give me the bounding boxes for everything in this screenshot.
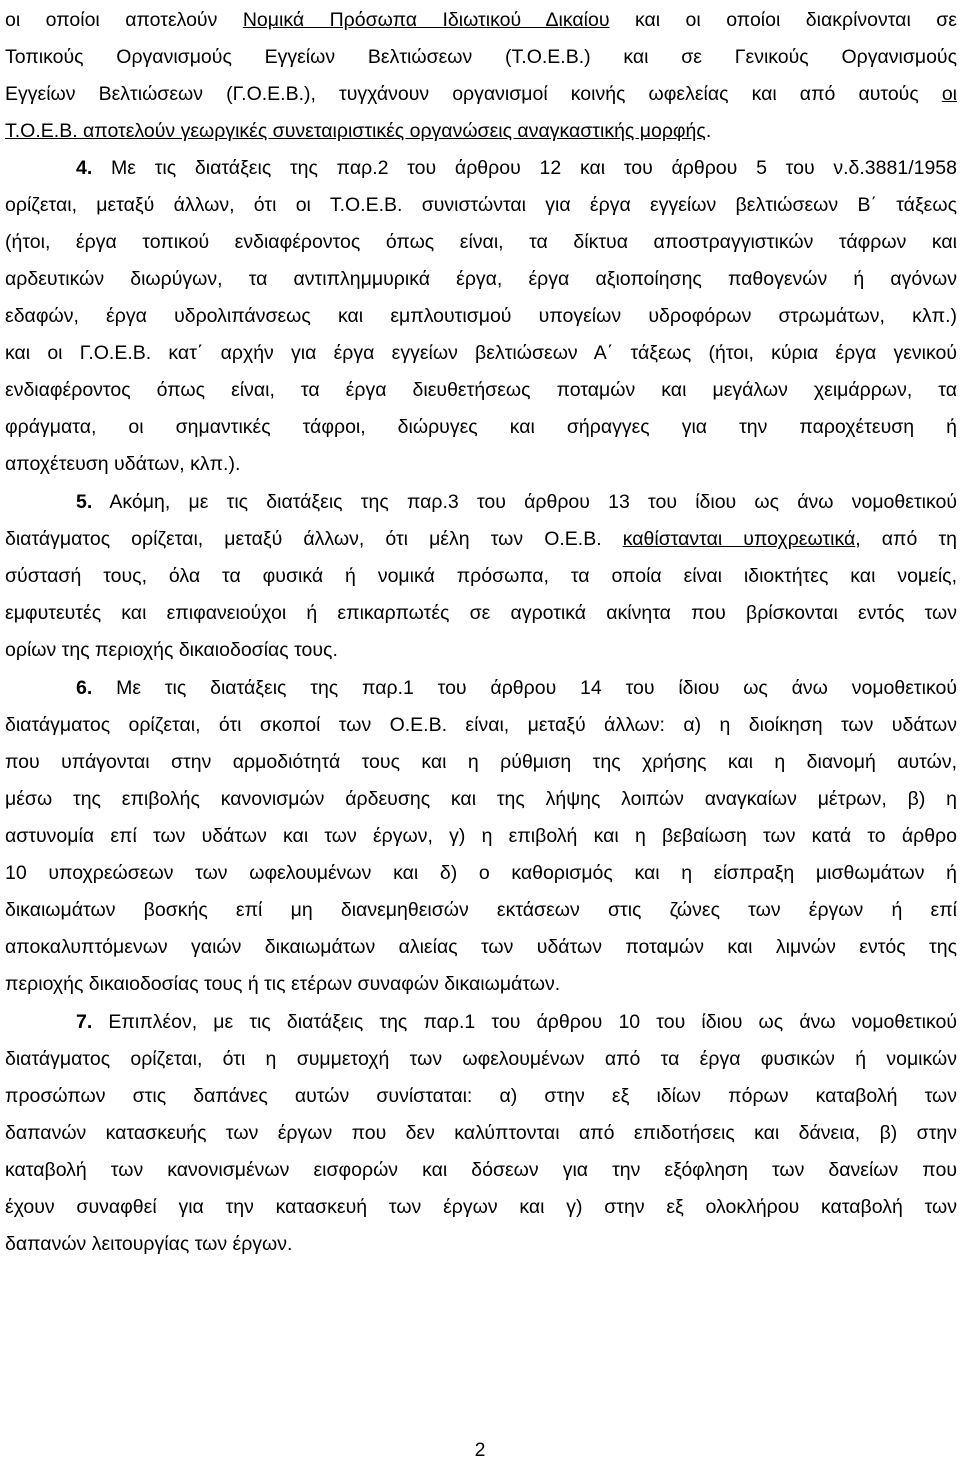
text-line: σύστασή τους, όλα τα φυσικά ή νομικά πρόσωπα, τα οποία είναι ιδιοκτήτες και νομείς,: [5, 565, 957, 587]
page-number: 2: [474, 1439, 486, 1461]
text-line: αστυνομία επί των υδάτων και των έργων, γ) η επιβολή και η βεβαίωση των κατά το άρθρο: [5, 825, 957, 847]
text-line: Εγγείων Βελτιώσεων (Γ.Ο.Ε.Β.), τυγχάνουν οργανισμοί κοινής ωφελείας και από αυτούς οι: [5, 83, 957, 105]
text-line: δαπανών κατασκευής των έργων που δεν καλύπτονται από επιδοτήσεις και δάνεια, β) στην: [5, 1122, 957, 1144]
text-line: φράγματα, οι σημαντικές τάφροι, διώρυγες και σήραγγες για την παροχέτευση ή: [5, 416, 957, 438]
text-line: αποχέτευση υδάτων, κλπ.).: [5, 453, 241, 475]
paragraph-number: 4.: [76, 157, 93, 179]
text-line: ορίζεται, μεταξύ άλλων, ότι οι Τ.Ο.Ε.Β. συνιστώνται για έργα εγγείων βελτιώσεων Β΄ τάξεως: [5, 194, 957, 216]
text-line: Τοπικούς Οργανισμούς Εγγείων Βελτιώσεων (Τ.Ο.Ε.Β.) και σε Γενικούς Οργανισμούς: [5, 46, 957, 68]
paragraph-number: 5.: [76, 491, 93, 513]
text-line: που υπάγονται στην αρμοδιότητά τους και η ρύθμιση της χρήσης και η διανομή αυτών,: [5, 751, 957, 773]
text-line: 10 υποχρεώσεων των ωφελουμένων και δ) ο καθορισμός και η είσπραξη μισθωμάτων ή: [5, 862, 957, 884]
text-line: διατάγματος ορίζεται, ότι σκοποί των Ο.Ε.Β. είναι, μεταξύ άλλων: α) η διοίκηση των υδάτων: [5, 714, 957, 736]
text-line: έχουν συναφθεί για την κατασκευή των έργων και γ) στην εξ ολοκλήρου καταβολή των: [5, 1196, 957, 1218]
text-line: αρδευτικών διωρύγων, τα αντιπλημμυρικά έργα, έργα αξιοποίησης παθογενών ή αγόνων: [5, 268, 957, 290]
paragraph-6-first-line: 6. Με τις διατάξεις της παρ.1 του άρθρου 14 του ίδιου ως άνω νομοθετικού: [76, 677, 957, 699]
text-line: οι οποίοι αποτελούν Νομικά Πρόσωπα Ιδιωτικού Δικαίου και οι οποίοι διακρίνονται σε: [5, 9, 957, 31]
text-line: ενδιαφέροντος όπως είναι, τα έργα διευθετήσεως ποταμών και μεγάλων χειμάρρων, τα: [5, 379, 957, 401]
text-line: μέσω της επιβολής κανονισμών άρδευσης και της λήψης λοιπών αναγκαίων μέτρων, β) η: [5, 788, 957, 810]
text-line: Τ.Ο.Ε.Β. αποτελούν γεωργικές συνεταιριστικές οργανώσεις αναγκαστικής μορφής.: [5, 120, 712, 142]
text-line: εμφυτευτές και επιφανειούχοι ή επικαρπωτές σε αγροτικά ακίνητα που βρίσκονται εντός των: [5, 602, 957, 624]
text-line: καταβολή των κανονισμένων εισφορών και δόσεων για την εξόφληση των δανείων που: [5, 1159, 957, 1181]
text-line: προσώπων στις δαπάνες αυτών συνίσταται: α) στην εξ ιδίων πόρων καταβολή των: [5, 1085, 957, 1107]
text-line: εδαφών, έργα υδρολιπάνσεως και εμπλουτισμού υπογείων υδροφόρων στρωμάτων, κλπ.): [5, 305, 957, 327]
text-line: (ήτοι, έργα τοπικού ενδιαφέροντος όπως είναι, τα δίκτυα αποστραγγιστικών τάφρων και: [5, 231, 957, 253]
paragraph-4-first-line: 4. Με τις διατάξεις της παρ.2 του άρθρου 12 και του άρθρου 5 του ν.δ.3881/1958: [76, 157, 957, 179]
paragraph-5-first-line: 5. Ακόμη, με τις διατάξεις της παρ.3 του άρθρου 13 του ίδιου ως άνω νομοθετικού: [76, 491, 957, 513]
paragraph-number: 6.: [76, 677, 93, 699]
text-line: και οι Γ.Ο.Ε.Β. κατ΄ αρχήν για έργα εγγείων βελτιώσεων Α΄ τάξεως (ήτοι, κύρια έργα γενικού: [5, 342, 957, 364]
text-line: ορίων της περιοχής δικαιοδοσίας τους.: [5, 639, 338, 661]
text-line: διατάγματος ορίζεται, ότι η συμμετοχή των ωφελουμένων από τα έργα φυσικών ή νομικών: [5, 1048, 957, 1070]
paragraph-7-first-line: 7. Επιπλέον, με τις διατάξεις της παρ.1 του άρθρου 10 του ίδιου ως άνω νομοθετικού: [76, 1011, 957, 1033]
text-line: αποκαλυπτόμενων γαιών δικαιωμάτων αλιείας των υδάτων ποταμών και λιμνών εντός της: [5, 936, 957, 958]
paragraph-number: 7.: [76, 1011, 93, 1033]
text-line: διατάγματος ορίζεται, μεταξύ άλλων, ότι μέλη των Ο.Ε.Β. καθίστανται υποχρεωτικά, από τη: [5, 528, 957, 550]
text-line: περιοχής δικαιοδοσίας τους ή τις ετέρων συναφών δικαιωμάτων.: [5, 973, 561, 995]
text-line: δαπανών λειτουργίας των έργων.: [5, 1233, 293, 1255]
text-line: δικαιωμάτων βοσκής επί μη διανεμηθεισών εκτάσεων στις ζώνες των έργων ή επί: [5, 899, 957, 921]
